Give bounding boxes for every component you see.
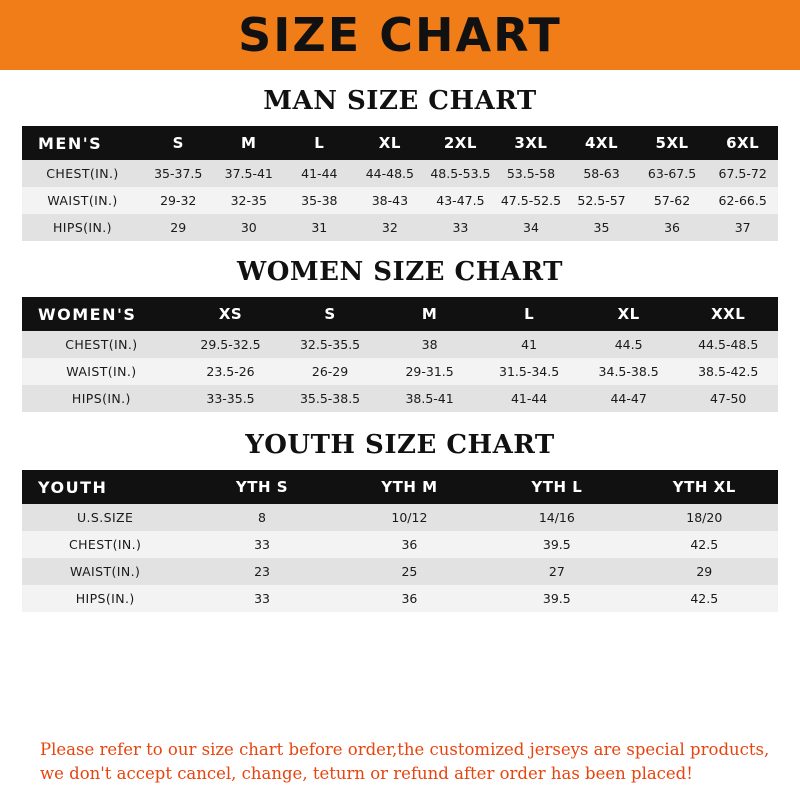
table-cell: 63-67.5 xyxy=(637,160,708,187)
table-cell: 38-43 xyxy=(355,187,426,214)
youth-chest-label: CHEST(IN.) xyxy=(22,531,188,558)
table-cell: 44-48.5 xyxy=(355,160,426,187)
table-cell: 44.5-48.5 xyxy=(678,331,778,358)
youth-waist-label: WAIST(IN.) xyxy=(22,558,188,585)
table-cell: 42.5 xyxy=(631,585,778,612)
men-size-5xl: 5XL xyxy=(637,126,708,160)
table-cell: 34 xyxy=(496,214,567,241)
table-cell: 10/12 xyxy=(336,504,483,531)
women-section-title: WOMEN SIZE CHART xyxy=(237,257,563,287)
men-header-label: MEN'S xyxy=(22,126,143,160)
table-cell: 47-50 xyxy=(678,385,778,412)
table-cell: 23 xyxy=(188,558,335,585)
women-size-xl: XL xyxy=(579,297,679,331)
men-size-6xl: 6XL xyxy=(707,126,778,160)
table-cell: 29-31.5 xyxy=(380,358,480,385)
table-cell: 29 xyxy=(143,214,214,241)
women-waist-label: WAIST(IN.) xyxy=(22,358,181,385)
table-cell: 47.5-52.5 xyxy=(496,187,567,214)
table-cell: 33 xyxy=(425,214,496,241)
table-cell: 38 xyxy=(380,331,480,358)
table-row xyxy=(22,558,778,585)
table-row xyxy=(22,214,778,241)
women-header-label: WOMEN'S xyxy=(22,297,181,331)
men-size-m: M xyxy=(214,126,285,160)
youth-size-m: YTH M xyxy=(336,470,483,504)
page-header xyxy=(0,0,800,70)
table-cell: 34.5-38.5 xyxy=(579,358,679,385)
table-row xyxy=(22,160,778,187)
men-size-2xl: 2XL xyxy=(425,126,496,160)
table-cell: 48.5-53.5 xyxy=(425,160,496,187)
table-cell: 37 xyxy=(707,214,778,241)
youth-size-table xyxy=(22,470,778,612)
men-size-xl: XL xyxy=(355,126,426,160)
women-size-m: M xyxy=(380,297,480,331)
table-cell: 29 xyxy=(631,558,778,585)
table-cell: 67.5-72 xyxy=(707,160,778,187)
youth-section-title: YOUTH SIZE CHART xyxy=(245,430,555,460)
table-row xyxy=(22,385,778,412)
table-cell: 33-35.5 xyxy=(181,385,281,412)
table-cell: 32.5-35.5 xyxy=(280,331,380,358)
women-size-table xyxy=(22,297,778,412)
table-cell: 31 xyxy=(284,214,355,241)
table-cell: 43-47.5 xyxy=(425,187,496,214)
table-cell: 42.5 xyxy=(631,531,778,558)
table-cell: 32-35 xyxy=(214,187,285,214)
women-size-s: S xyxy=(280,297,380,331)
table-cell: 33 xyxy=(188,585,335,612)
men-size-4xl: 4XL xyxy=(566,126,637,160)
women-size-xxl: XXL xyxy=(678,297,778,331)
table-cell: 35.5-38.5 xyxy=(280,385,380,412)
table-cell: 38.5-42.5 xyxy=(678,358,778,385)
table-row xyxy=(22,358,778,385)
youth-hips-label: HIPS(IN.) xyxy=(22,585,188,612)
women-size-l: L xyxy=(479,297,579,331)
table-cell: 14/16 xyxy=(483,504,630,531)
men-hips-label: HIPS(IN.) xyxy=(22,214,143,241)
men-size-s: S xyxy=(143,126,214,160)
table-cell: 33 xyxy=(188,531,335,558)
women-size-xs: XS xyxy=(181,297,281,331)
table-cell: 36 xyxy=(336,585,483,612)
table-cell: 32 xyxy=(355,214,426,241)
men-section-title: MAN SIZE CHART xyxy=(263,86,537,116)
table-cell: 58-63 xyxy=(566,160,637,187)
table-cell: 53.5-58 xyxy=(496,160,567,187)
table-row xyxy=(22,531,778,558)
men-table-header-row xyxy=(22,126,778,160)
footer-line-1: Please refer to our size chart before order,the customized jerseys are special products, xyxy=(40,740,770,760)
table-cell: 29-32 xyxy=(143,187,214,214)
table-cell: 39.5 xyxy=(483,585,630,612)
men-waist-label: WAIST(IN.) xyxy=(22,187,143,214)
table-cell: 41 xyxy=(479,331,579,358)
table-cell: 36 xyxy=(637,214,708,241)
table-cell: 36 xyxy=(336,531,483,558)
table-cell: 44.5 xyxy=(579,331,679,358)
youth-table-header-row xyxy=(22,470,778,504)
table-row xyxy=(22,504,778,531)
table-cell: 30 xyxy=(214,214,285,241)
table-cell: 44-47 xyxy=(579,385,679,412)
table-cell: 52.5-57 xyxy=(566,187,637,214)
table-cell: 27 xyxy=(483,558,630,585)
men-size-table xyxy=(22,126,778,241)
youth-ussize-label: U.S.SIZE xyxy=(22,504,188,531)
table-cell: 41-44 xyxy=(284,160,355,187)
table-row xyxy=(22,585,778,612)
table-cell: 62-66.5 xyxy=(707,187,778,214)
table-cell: 35-38 xyxy=(284,187,355,214)
table-cell: 41-44 xyxy=(479,385,579,412)
women-table-header-row xyxy=(22,297,778,331)
table-cell: 39.5 xyxy=(483,531,630,558)
table-cell: 31.5-34.5 xyxy=(479,358,579,385)
table-cell: 37.5-41 xyxy=(214,160,285,187)
table-cell: 26-29 xyxy=(280,358,380,385)
men-chest-label: CHEST(IN.) xyxy=(22,160,143,187)
youth-size-xl: YTH XL xyxy=(631,470,778,504)
youth-table-wrap xyxy=(22,470,778,612)
footer-line-2: we don't accept cancel, change, teturn or refund after order has been placed! xyxy=(40,764,693,784)
youth-size-l: YTH L xyxy=(483,470,630,504)
men-size-3xl: 3XL xyxy=(496,126,567,160)
page-title: SIZE CHART xyxy=(238,8,562,62)
table-cell: 38.5-41 xyxy=(380,385,480,412)
youth-header-label: YOUTH xyxy=(22,470,188,504)
footer-disclaimer xyxy=(22,728,778,800)
table-cell: 57-62 xyxy=(637,187,708,214)
table-cell: 23.5-26 xyxy=(181,358,281,385)
table-cell: 35 xyxy=(566,214,637,241)
table-cell: 25 xyxy=(336,558,483,585)
table-cell: 29.5-32.5 xyxy=(181,331,281,358)
women-hips-label: HIPS(IN.) xyxy=(22,385,181,412)
women-chest-label: CHEST(IN.) xyxy=(22,331,181,358)
table-row xyxy=(22,331,778,358)
table-cell: 18/20 xyxy=(631,504,778,531)
table-cell: 8 xyxy=(188,504,335,531)
men-size-l: L xyxy=(284,126,355,160)
youth-size-s: YTH S xyxy=(188,470,335,504)
table-cell: 35-37.5 xyxy=(143,160,214,187)
content-area xyxy=(0,70,800,800)
table-row xyxy=(22,187,778,214)
